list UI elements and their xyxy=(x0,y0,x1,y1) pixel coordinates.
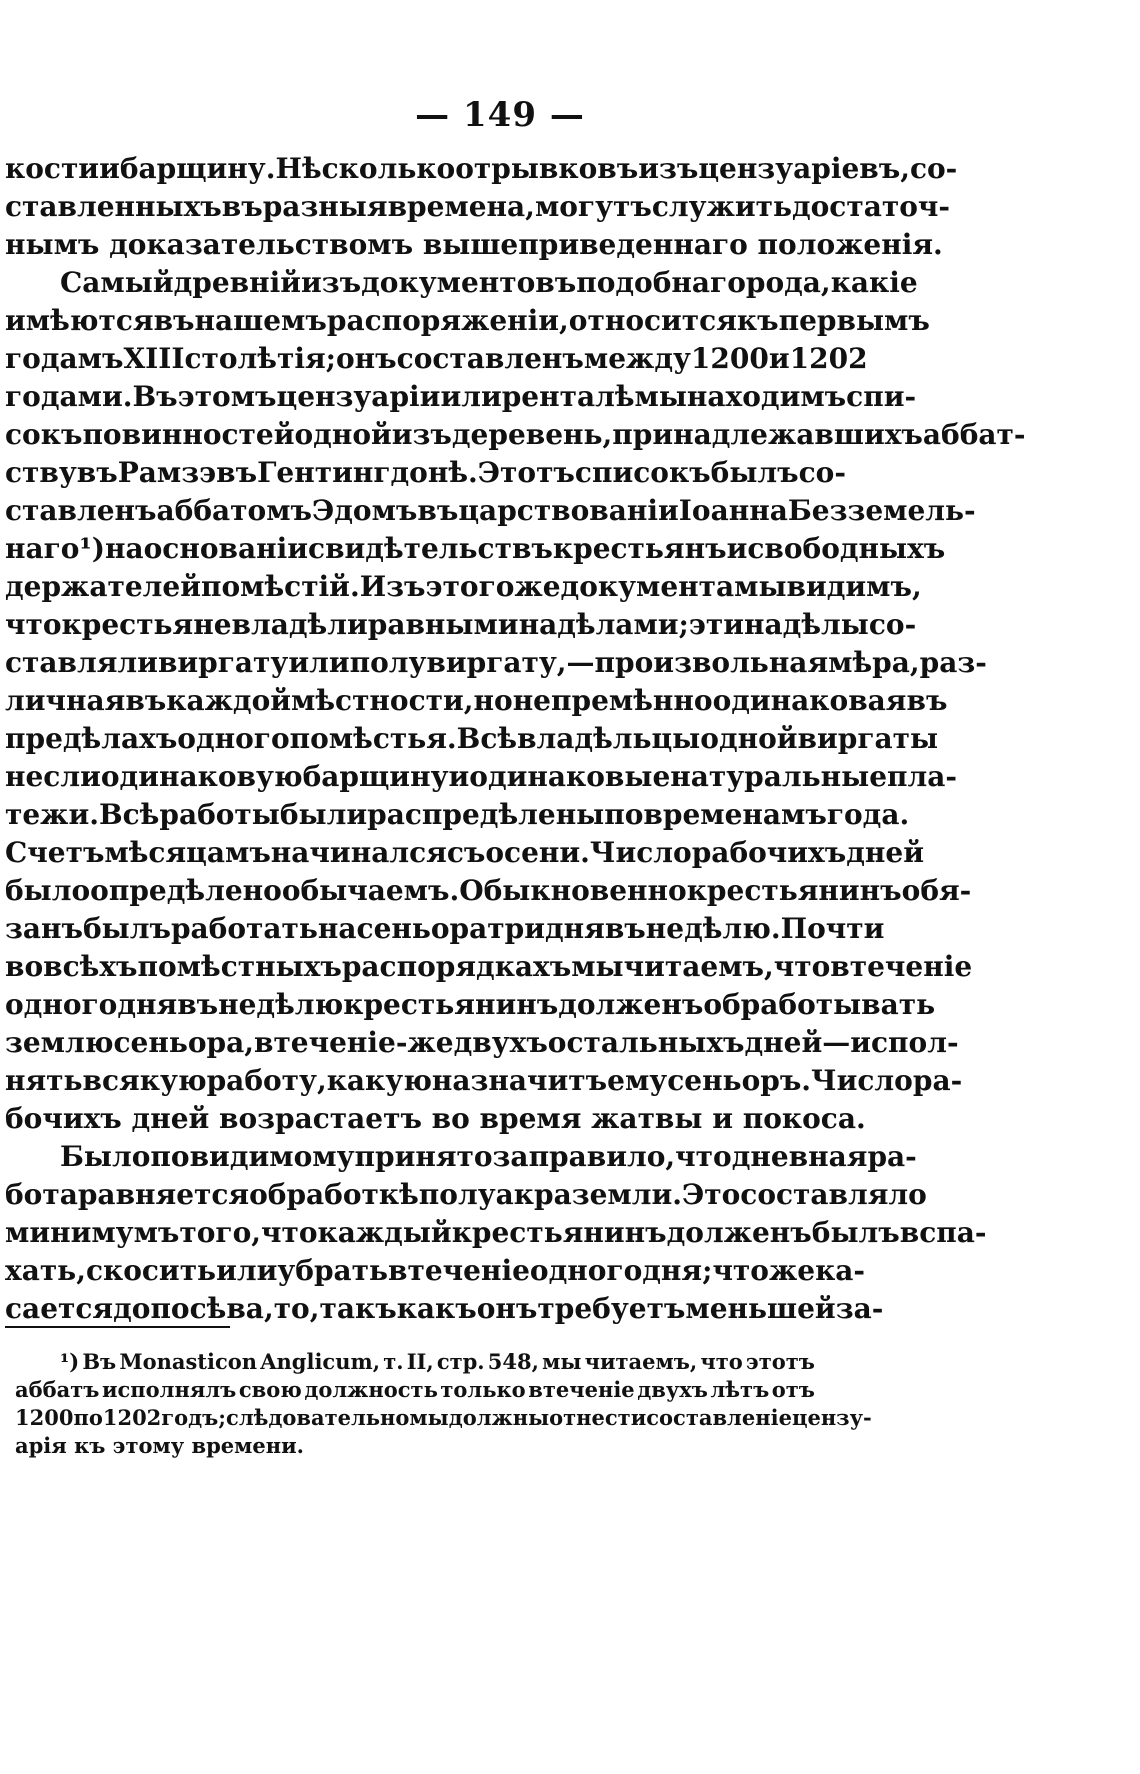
text-line: ставленъ аббатомъ Эдомъ въ царствованіи Іоанна Безземель- xyxy=(5,494,976,527)
footnote-line: ¹) Въ Monasticon Anglicum, т. II, стр. 548, мы читаемъ, что этотъ xyxy=(60,1349,815,1374)
footnote-line: 1200 по 1202 годъ; слѣдовательно мы должны отнести составленіе цензу- xyxy=(15,1405,872,1430)
text-line: ству въ Рамзэ въ Гентингдонѣ. Этотъ списокъ былъ со- xyxy=(5,456,846,489)
text-line: имѣются въ нашемъ распоряженіи, относится къ первымъ xyxy=(5,304,930,337)
text-line: Самый древній изъ документовъ подобнаго рода, какіе xyxy=(60,266,918,299)
text-line: одного дня въ недѣлю крестьянинъ долженъ обработывать xyxy=(5,988,936,1021)
text-line: сается до посѣва, то, такъ какъ онъ требуетъ меньшей за- xyxy=(5,1292,884,1325)
footnote xyxy=(15,1348,872,1460)
text-line: тежи. Всѣ работы были распредѣлены по временамъ года. xyxy=(5,798,910,831)
text-line: Счетъ мѣсяцамъ начинался съ осени. Число рабочихъ дней xyxy=(5,836,924,869)
text-line: минимумъ того, что каждый крестьянинъ долженъ былъ вспа- xyxy=(5,1216,987,1249)
footnote-line: арія къ этому времени. xyxy=(15,1433,304,1458)
text-line: личная въ каждой мѣстности, но непремѣнно одинаковая въ xyxy=(5,684,948,717)
paragraph xyxy=(5,150,958,264)
paragraph xyxy=(5,1138,987,1328)
text-line: годами. Въ этомъ цензуаріи или ренталѣ мы находимъ спи- xyxy=(5,380,917,413)
text-line: держателей помѣстій. Изъ этого же документа мы видимъ, xyxy=(5,570,922,603)
text-line: Было повидимому принято за правило, что дневная ра- xyxy=(60,1140,917,1173)
text-line: наго¹) на основаніи свидѣтельствъ крестьянъ и свободныхъ xyxy=(5,532,946,565)
text-line: сокъ повинностей одной изъ деревень, принадлежавшихъ аббат- xyxy=(5,418,1026,451)
footnote-line: аббатъ исполнялъ свою должность только втеченіе двухъ лѣтъ отъ xyxy=(15,1377,815,1402)
text-line: хать, скосить или убрать втеченіе одного дня; что же ка- xyxy=(5,1254,866,1287)
text-line: бочихъ дней возрастаетъ во время жатвы и покоса. xyxy=(5,1102,866,1135)
text-line: годамъ XIII столѣтія; онъ составленъ между 1200 и 1202 xyxy=(5,342,868,375)
paragraph xyxy=(5,264,1026,1138)
text-line: ставляли виргату или полувиргату,—произвольная мѣра, раз- xyxy=(5,646,987,679)
text-line: было опредѣлено обычаемъ. Обыкновенно крестьянинъ обя- xyxy=(5,874,972,907)
text-line: что крестьяне владѣли равными надѣлами; эти надѣлы со- xyxy=(5,608,917,641)
text-line: нымъ доказательствомъ вышеприведеннаго положенія. xyxy=(5,228,943,261)
text-line: во всѣхъ помѣстныхъ распорядкахъ мы читаемъ, что втеченіе xyxy=(5,950,973,983)
main-text xyxy=(5,150,1026,1328)
text-line: бота равняется обработкѣ полуакра земли. Это составляло xyxy=(5,1178,927,1211)
text-line: предѣлахъ одного помѣстья. Всѣ владѣльцы одной виргаты xyxy=(5,722,939,755)
text-line: ставленныхъ въ разныя времена, могутъ служить достаточ- xyxy=(5,190,950,223)
text-line: кости и барщину. Нѣсколько отрывковъ изъ цензуаріевъ, со- xyxy=(5,152,958,185)
text-line: землю сеньора, втеченіе-же двухъ остальныхъ дней—испол- xyxy=(5,1026,959,1059)
footnote-divider xyxy=(5,1326,230,1328)
page-number: — 149 — xyxy=(415,95,585,135)
text-line: нять всякую работу, какую назначитъ ему сеньоръ. Число ра- xyxy=(5,1064,963,1097)
text-line: занъ былъ работать на сеньора три дня въ недѣлю. Почти xyxy=(5,912,885,945)
text-line: несли одинаковую барщину и одинаковые натуральные пла- xyxy=(5,760,958,793)
